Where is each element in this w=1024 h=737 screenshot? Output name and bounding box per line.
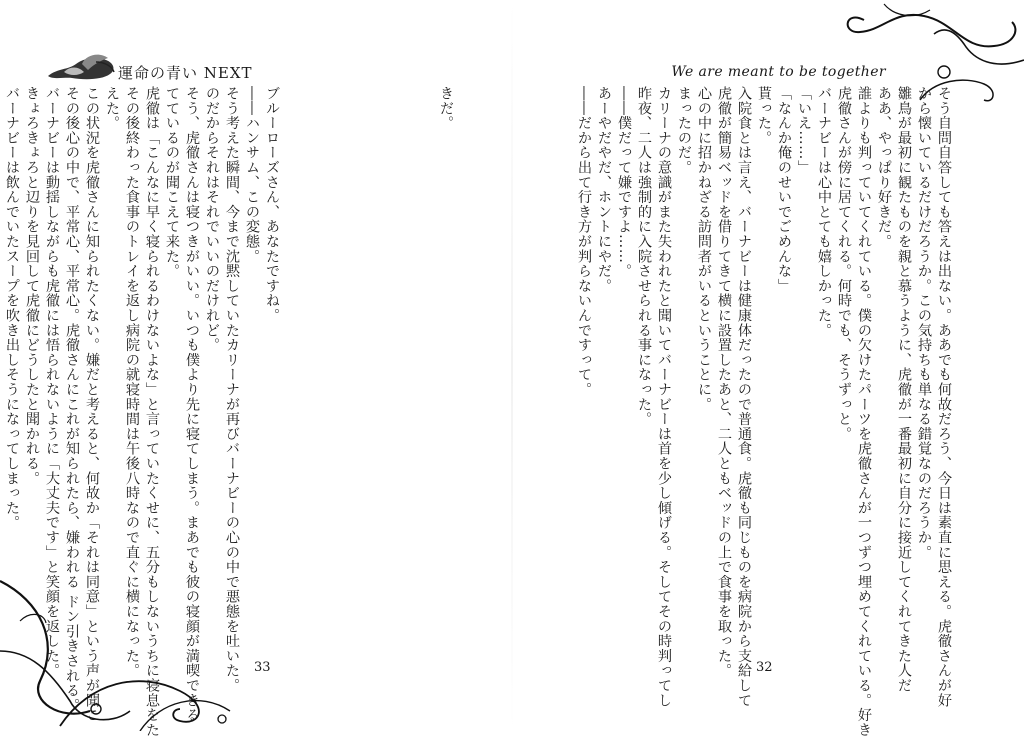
right-body-text: [574, 86, 954, 737]
text-line: 虎徹さんが傍に居てくれる。何時でも、そうずっと。: [836, 86, 852, 442]
text-line: てているのが聞こえて来た。: [164, 86, 180, 279]
rose-icon: [44, 50, 120, 84]
text-line: あーやだやだ、ホントにやだ。: [596, 86, 612, 294]
text-line: えた。: [104, 86, 120, 131]
text-line: のだからそれはそれでいいのだけれど。: [204, 86, 220, 353]
text-line: ああ、やっぱり好きだ。: [876, 86, 892, 249]
text-line: ――ハンサム、この変態。: [244, 86, 260, 264]
text-line: ブルーローズさん、あなたですね。: [264, 86, 280, 323]
text-line: そう、虎徹さんは寝つきがいい。いつも僕より先に寝てしまう。まあでも彼の寝顔が満喫できる: [184, 86, 200, 723]
text-line: 「いえ……」: [796, 86, 812, 175]
text-line: バーナビーは動揺しながらも虎徹には悟られないように「大丈夫です」と笑顔を返した。: [44, 86, 60, 678]
text-line: 雛鳥が最初に観たものを親と慕うように、虎徹が一番最初に自分に接近してくれてきた人だ: [896, 86, 912, 693]
text-line: から懐いているだけだろうか。この気持ちも単なる錯覚なのだろうか。: [916, 86, 932, 560]
text-line: 誰よりも判っていてくれている。僕の欠けたパーツを虎徹さんが一つずつ埋めてくれている。好き: [856, 86, 872, 737]
text-line: バーナビーは飲んでいたスープを吹き出しそうになってしまった。: [4, 86, 20, 530]
left-body-text-end: [436, 86, 456, 686]
text-line: きょろきょろと辺りを見回して虎徹にどうしたと聞かれる。: [24, 86, 40, 486]
text-line: この状況を虎徹さんに知られたくない。嫌だと考えると、何故か「それは同意」という声が聞こ: [84, 86, 100, 723]
text-line: きだ。: [438, 86, 454, 131]
text-line: ――僕だって嫌ですよ……。: [616, 86, 632, 279]
text-line: 虎徹は「こんなに早く寝られるわけないよな」と言っていたくせに、五分もしないうちに寝息をた: [144, 86, 160, 737]
text-line: その後心の中で、平常心、平常心。虎徹さんにこれが知られたら、嫌われる ドン引きされる。: [64, 86, 80, 713]
right-page: [512, 0, 1024, 737]
swirl-ornament: [0, 561, 270, 731]
text-line: 心の中に招かねざる訪問者がいるということに。: [696, 86, 712, 412]
text-line: まったのだ。: [676, 86, 692, 175]
page-number: 33: [254, 660, 271, 675]
running-header-tagline: We are meant to be together: [671, 64, 886, 80]
text-line: バーナビーは心中とても嬉しかった。: [816, 86, 832, 338]
text-line: カリーナの意識がまた失われたと聞いてバーナビーは首を少し傾げる。そしてその時判ってし: [656, 86, 672, 708]
text-line: そう自問自答しても答えは出ない。ああでも何故だろう、今日は素直に思える。虎徹さんが好: [936, 86, 952, 708]
text-line: 昨夜、二人は強制的に入院させられる事になった。: [636, 86, 652, 427]
text-line: 虎徹が簡易ベッドを借りてきて横に設置したあと、二人ともベッドの上で食事を取った。: [716, 86, 732, 678]
text-line: ――だから出て行き方が判らないんですって。: [576, 86, 592, 397]
text-line: 入院食とは言え、バーナビーは健康体だったので普通食。虎徹も同じものを病院から支給して: [736, 86, 752, 708]
running-header-title: 運命の青い NEXT: [118, 64, 253, 82]
text-line: 貰った。: [756, 86, 772, 146]
text-line: その後終わった食事のトレイを返し病院の就寝時間は午後八時なので直ぐに横になった。: [124, 86, 140, 678]
page-number: 32: [756, 660, 773, 675]
text-line: 「なんか俺のせいでごめんな」: [776, 86, 792, 294]
text-line: そう考えた瞬間、今まで沈黙していたカリーナが再びバーナビーの心の中で悪態を吐いた。: [224, 86, 240, 693]
